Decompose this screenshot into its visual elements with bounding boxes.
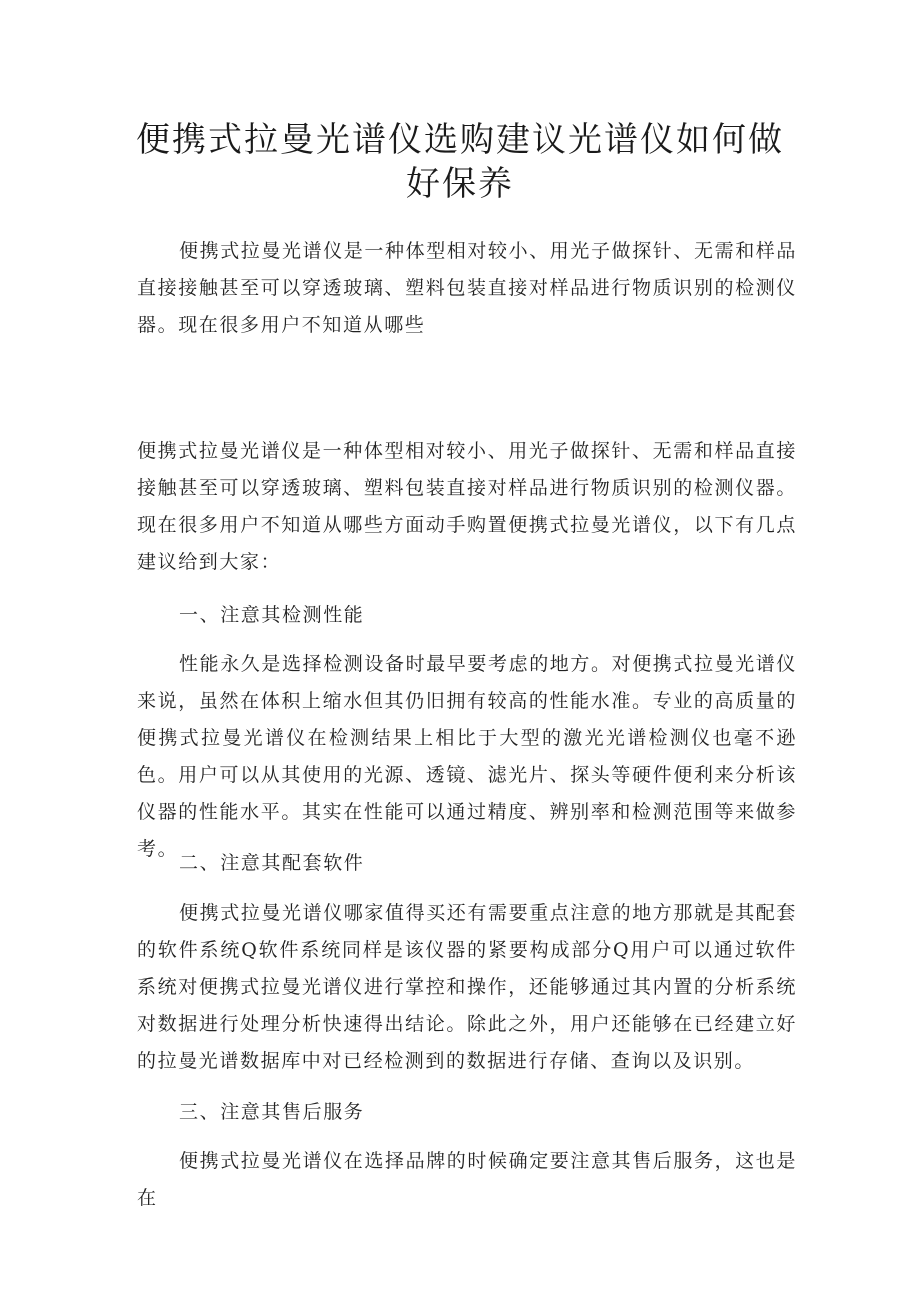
document-title: 便携式拉曼光谱仪选购建议光谱仪如何做好保养	[136, 120, 784, 204]
summary-paragraph: 便携式拉曼光谱仪是一种体型相对较小、用光子做探针、无需和样品直接接触甚至可以穿透玻璃、塑料包装直接对样品进行物质识别的检测仪器。现在很多用户不知道从哪些	[137, 240, 798, 336]
intro-paragraph: 便携式拉曼光谱仪是一种体型相对较小、用光子做探针、无需和样品直接接触甚至可以穿透玻璃、塑料包装直接对样品进行物质识别的检测仪器。现在很多用户不知道从哪些方面动手购置便携式拉曼光谱仪，以下有几点建议给到大家：	[137, 440, 797, 573]
section-body-performance: 性能永久是选择检测设备时最早要考虑的地方。对便携式拉曼光谱仪来说，虽然在体积上缩水但其仍旧拥有较高的性能水准。专业的高质量的便携式拉曼光谱仪在检测结果上相比于大型的激光光谱检测仪也毫不逊色。用户可以从其使用的光源、透镜、滤光片、探头等硬件便利来分析该仪器的性能水平。其实在性能可以通过精度、辨别率和检测范围等来做参考。	[137, 653, 798, 860]
section-body-service: 便携式拉曼光谱仪在选择品牌的时候确定要注意其售后服务，这也是在	[137, 1150, 798, 1209]
section-heading-performance: 一、注意其检测性能	[179, 604, 365, 626]
section-heading-service: 三、注意其售后服务	[179, 1101, 365, 1123]
section-heading-software: 二、注意其配套软件	[179, 852, 365, 874]
section-body-software: 便携式拉曼光谱仪哪家值得买还有需要重点注意的地方那就是其配套的软件系统Q软件系统同样是该仪器的紧要构成部分Q用户可以通过软件系统对便携式拉曼光谱仪进行掌控和操作，还能够通过其内置的分析系统对数据进行处理分析快速得出结论。除此之外，用户还能够在已经建立好的拉曼光谱数据库中对已经检测到的数据进行存储、查询以及识别。	[137, 902, 798, 1072]
